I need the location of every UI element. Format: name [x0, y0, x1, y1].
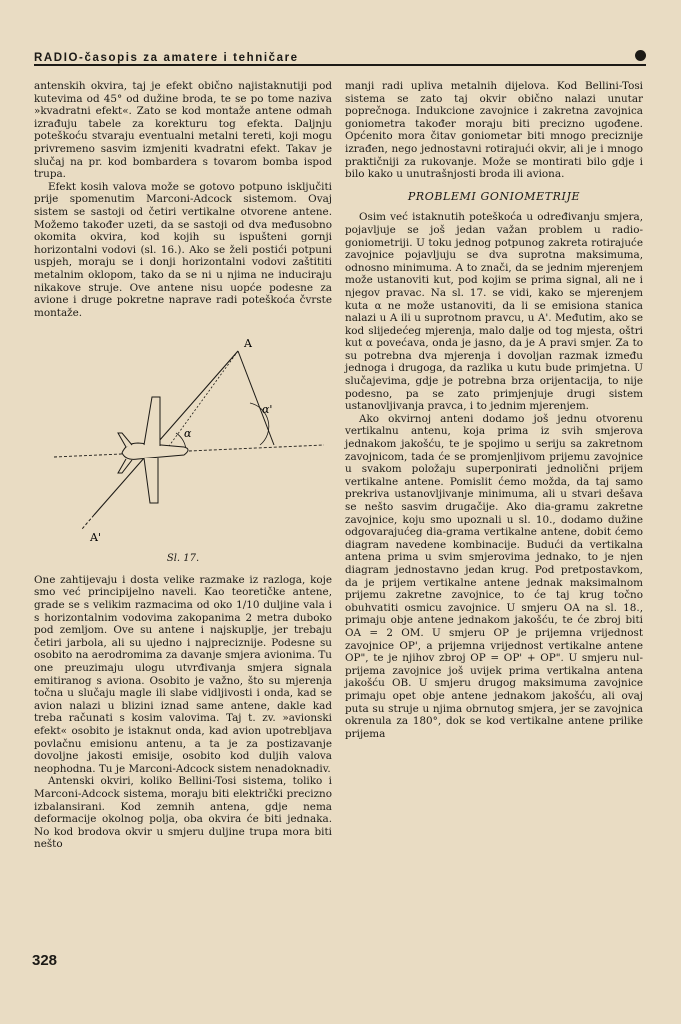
paragraph: Antenski okviri, koliko Bellini-Tosi sistema, toliko i Marconi-Adcock sistema, moraju biti električki precizno izbalansirani. Kod zemnih antena, gdje nema deformacije okolnog polja, oba okvira će biti jednaka. No kod brodova okvir u smjeru duljine trupa mora biti nešto	[34, 775, 332, 851]
reference-axis-line	[54, 445, 324, 457]
figure-caption: Sl. 17.	[166, 553, 200, 565]
label-alpha-prime: α'	[262, 403, 273, 417]
label-alpha: α	[184, 427, 192, 441]
paragraph: One zahtijevaju i dosta velike razmake iz razloga, koje smo već principijelno naveli. Kao teoretičke antene, grade se s velikim razmacima od oko 1/10 duljine vala i s horizontalnim vodovima zakopanima 2 metra duboko pod zemljom. Ove su antene i najskuplje, jer trebaju četiri jarbola, ali su ujedno i najpreciznije. Podesne su osobito na aerodromima za davanje smjera avionima. Tu one preuzimaju ulogu utvrđivanja smjera signala emitiranog s aviona. Osobito je važno, što su mjerenja točna u slučaju magle ili slabe vidljivosti i onda, kad se avion nalazi u blizini iznad same antene, dakle kad treba računati s kosim valovima. Taj t. zv. »avionski efekt« osobito je istaknut onda, kad avion upotrebljava povlačnu emisionu antenu, a ta je za postizavanje dovoljne jakosti emisije, osobito kod duljih valova neophodna. Tu je Marconi-Adcock sistem nenadoknadiv.	[34, 573, 332, 775]
paragraph: manji radi upliva metalnih dijelova. Kod Bellini-Tosi sistema se zato taj okvir obično nalazi unutar poprečnoga. Indukcione zavojnice i zakretna zavojnica goniometra također moraju biti precizno ugođene. Općenito mora čitav goniometar biti mnogo preciznije izrađen, nego jednostavni rotirajući okvir, ali je i mnogo praktičniji za rukovanje. Može se montirati bilo gdje i bilo kako u unutrašnjosti broda ili aviona.	[345, 80, 643, 181]
paragraph: Efekt kosih valova može se gotovo potpuno isključiti prije spomenutim Marconi-Adcock sistemom. Ovaj sistem se sastoji od četiri vertikalne otvorene antene. Možemo također uzeti, da se sastoji od dva međusobno okomita okvira, kod kojih su ispušteni gornji horizontalni vodovi (sl. 16.). Ako se želi postići potpuni uspjeh, moraju se i donji horizontalni vodovi zaštititi metalnim oklopom, tako da se ni u njima ne induciraju nikakove struje. Ove antene nisu uopće podesne za avione i druge pokretne naprave radi poteškoća čvrste montaže.	[34, 180, 332, 319]
direction-diagram	[34, 325, 332, 547]
paragraph: antenskih okvira, taj je efekt obično najistaknutiji pod kutevima od 45° od dužine broda, te se po tome naziva »kvadratni efekt«. Zato se kod montaže antene odmah izrađuju tabele za korekturu tog efekta. Daljnju poteškoću stvaraju eventualni metalni tereti, koji mogu privremeno sasvim izmjeniti kvadratni efekt. Takav je slučaj na pr. kod bombardera s tovarom bomba ispod trupa.	[34, 80, 332, 181]
line-plane-to-a	[164, 351, 238, 453]
airplane-icon	[118, 397, 188, 503]
right-column	[345, 80, 643, 740]
figure-17	[34, 325, 332, 547]
line-to-a	[94, 351, 238, 515]
bullet-icon	[635, 50, 646, 61]
line-to-a-prime	[82, 515, 94, 529]
paragraph: Osim već istaknutih poteškoća u određivanju smjera, pojavljuje se još jedan važan problem u radio-goniometriji. U toku jednog potpunog zakreta rotirajuće zavojnice pojavljuju se dva suprotna maksimuma, odnosno minimuma. A to znači, da se jednim mjerenjem može ustanoviti kut, pod kojim se prima signal, ali ne i njegov pravac. Na sl. 17. se vidi, kako se mjerenjem kuta α ne može ustanoviti, da li se emisiona stanica nalazi u A ili u suprotnom pravcu, u A'. Međutim, ako se kod slijedećeg mjerenja, malo dalje od tog mjesta, oštri kut α povećava, onda je jasno, da je A pravi smjer. Za to su potrebna dva mjerenja i dovoljan razmak između jednoga i drugoga, da razlika u kutu bude primjetna. U slučajevima, gdje je potrebna brza orijentacija, to nije podesno, pa se zato primjenjuje drugi sistem ustanovljivanja pravca, i to jednim mjerenjem.	[345, 211, 643, 413]
left-column	[34, 80, 332, 851]
magazine-title: RADIO-časopis za amatere i tehničare	[34, 52, 299, 64]
page-header	[34, 46, 646, 66]
section-heading: PROBLEMI GONIOMETRIJE	[407, 189, 581, 203]
label-a-prime: A'	[90, 531, 101, 545]
page-number: 328	[32, 952, 58, 969]
label-a: A	[244, 337, 252, 351]
paragraph: Ako okvirnoj anteni dodamo još jednu otvorenu vertikalnu antenu, koja prima iz svih smjerova jednakom jakošću, te je spojimo u seriju sa zakretnom zavojnicom, tada će se promjenljivom prijemu zavojnice u svakom položaju superponirati jednolični prijem vertikalne antene. Pomislit ćemo možda, da taj samo prekriva ustanovljivanje minimuma, ali u stvari dešava se nešto sasvim drugačije. Ako dia-gramu zakretne zavojnice, koju smo upoznali u sl. 10., dodamo dužine odgovarajućeg dia-grama vertikalne antene, dobit ćemo diagram navedene kombinacije. Budući da vertikalna antena prima u svim smjerovima jednako, to je njen diagram jednostavno jedan krug. Pod pretpostavkom, da je prijem vertikalne antene jednak maksimalnom prijemu zakretne zavojnice, to će taj krug točno obuhvatiti osmicu zavojnice. U smjeru OA na sl. 18., primaju obje antene jednakom jakošću, te će zbroj biti OA = 2 OM. U smjeru OP je prijemna vrijednost zavojnice OP', a prijemna vrijednost vertikalne antene OP", te je njihov zbroj OP = OP' + OP". U smjeru nul-prijema zavojnice još uvijek prima vertikalna antena jakošću OB. U smjeru drugog maksimuma zavojnice primaju opet obje antene jednakom jakošću, ali ovaj puta su struje u njima obrnutog smjera, jer se zavojnica okrenula za 180°, dok se kod vertikalne antene prilike prijema	[345, 412, 643, 740]
